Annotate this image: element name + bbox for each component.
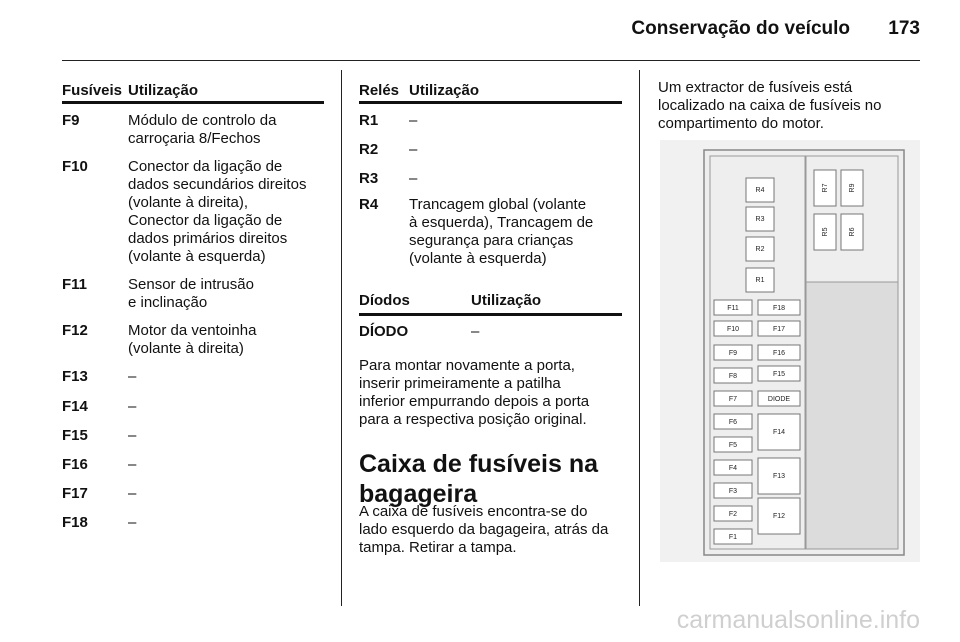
fuse-f4-label: F4	[728, 465, 738, 472]
fuse-box-svg	[660, 140, 920, 562]
diode-table-header	[359, 292, 541, 309]
diode-usage: –	[471, 323, 480, 340]
fuse-row-f15	[62, 427, 136, 445]
fuse-id: F15	[62, 427, 88, 444]
fuse-id: F9	[62, 112, 80, 129]
fuse-f10-label: F10	[726, 326, 740, 333]
fuse-id: F17	[62, 485, 88, 502]
extractor-paragraph: Um extractor de fusíveis está localizado na caixa de fusíveis no compartimento do motor.	[658, 79, 882, 132]
watermark: carmanualsonline.info	[676, 606, 920, 634]
fuse-usage: –	[128, 368, 137, 385]
fuse-usage: Módulo de controlo da carroçaria 8/Fechos	[128, 112, 277, 147]
diode-table-rule	[359, 313, 622, 316]
relay-table-col-value: Utilização	[409, 82, 480, 99]
relay-row-r3	[359, 170, 417, 188]
relay-usage: –	[409, 112, 418, 129]
relay-r1-label: R1	[755, 277, 765, 284]
fuse-f2-label: F2	[728, 511, 738, 518]
diode-slot-label: DIODE	[767, 396, 791, 403]
fuse-id: F12	[62, 322, 88, 339]
fuse-row-f13	[62, 368, 136, 386]
fuse-box-diagram	[660, 140, 920, 562]
fuse-f6-label: F6	[728, 419, 738, 426]
fuse-id: F18	[62, 514, 88, 531]
section-body: A caixa de fusíveis encontra-se do lado esquerdo da bagageira, atrás da tampa. Retirar a tampa.	[359, 503, 609, 556]
diode-table-col-value: Utilização	[471, 292, 542, 309]
fuse-f9-label: F9	[728, 350, 738, 357]
diode-table-col-key: Díodos	[359, 292, 410, 309]
relay-id: R4	[359, 196, 379, 213]
fuse-id: F13	[62, 368, 88, 385]
relay-r3-label: R3	[755, 216, 765, 223]
relay-row-r4	[359, 196, 593, 268]
relay-r6-label: R6	[849, 227, 856, 237]
fuse-table-col-key: Fusíveis	[62, 82, 123, 99]
relay-table-rule	[359, 101, 622, 104]
fuse-f3-label: F3	[728, 488, 738, 495]
fuse-row-f17	[62, 485, 136, 503]
fuse-box-blank-area	[806, 282, 898, 549]
fuse-f14-label: F14	[772, 429, 786, 436]
fuse-f17-label: F17	[772, 326, 786, 333]
relay-usage: –	[409, 141, 418, 158]
fuse-id: F14	[62, 398, 88, 415]
section-heading: Caixa de fusíveis na bagageira	[359, 450, 599, 508]
relay-r4-label: R4	[755, 187, 765, 194]
fuse-f7-label: F7	[728, 396, 738, 403]
fuse-id: F10	[62, 158, 88, 175]
fuse-f16-label: F16	[772, 350, 786, 357]
relay-usage: Trancagem global (volante à esquerda), Trancagem de segurança para crianças (volante à esquerda)	[409, 196, 594, 267]
relay-r7-label: R7	[822, 183, 829, 193]
page-header-title: Conservação do veículo	[631, 18, 850, 39]
fuse-usage: Sensor de intrusão e inclinação	[128, 276, 254, 311]
fuse-row-f9	[62, 112, 276, 148]
fuse-f18-label: F18	[772, 305, 786, 312]
fuse-table-rule	[62, 101, 324, 104]
diode-row	[359, 323, 479, 341]
diode-id: DÍODO	[359, 323, 409, 340]
fuse-f11-label: F11	[727, 305, 739, 312]
fuse-row-f16	[62, 456, 136, 474]
column-divider-left	[341, 70, 342, 606]
page-number: 173	[888, 18, 920, 39]
fuse-table-header	[62, 82, 198, 99]
relay-row-r2	[359, 141, 417, 159]
fuse-row-f12	[62, 322, 256, 358]
fuse-usage: –	[128, 456, 137, 473]
reassembly-paragraph: Para montar novamente a porta, inserir primeiramente a patilha inferior empurrando depois a porta para a respectiva posição original.	[359, 357, 590, 428]
relay-row-r1	[359, 112, 417, 130]
relay-r9-label: R9	[849, 183, 856, 193]
fuse-table-col-value: Utilização	[128, 82, 199, 99]
fuse-row-f11	[62, 276, 254, 312]
fuse-usage: –	[128, 485, 137, 502]
relay-r5-label: R5	[822, 227, 829, 237]
fuse-f13-label: F13	[772, 473, 786, 480]
fuse-f8-label: F8	[728, 373, 738, 380]
fuse-f12-label: F12	[772, 513, 786, 520]
relay-table-col-key: Relés	[359, 82, 400, 99]
fuse-row-f18	[62, 514, 136, 532]
fuse-row-f14	[62, 398, 136, 416]
relay-id: R3	[359, 170, 379, 187]
fuse-usage: –	[128, 427, 137, 444]
relay-id: R2	[359, 141, 379, 158]
relay-id: R1	[359, 112, 379, 129]
relay-r2-label: R2	[755, 246, 765, 253]
header-rule	[62, 60, 920, 61]
relay-usage: –	[409, 170, 418, 187]
fuse-row-f10	[62, 158, 306, 266]
fuse-usage: Motor da ventoinha (volante à direita)	[128, 322, 257, 357]
fuse-usage: –	[128, 514, 137, 531]
fuse-usage: –	[128, 398, 137, 415]
column-divider-right	[639, 70, 640, 606]
fuse-id: F11	[62, 276, 88, 293]
fuse-usage: Conector da ligação de dados secundários direitos (volante à direita), Conector da ligação de dados primários direitos (volante à esquerda)	[128, 158, 307, 265]
fuse-f15-label: F15	[772, 371, 786, 378]
fuse-f1-label: F1	[728, 534, 738, 541]
fuse-f5-label: F5	[728, 442, 738, 449]
relay-table-header	[359, 82, 479, 99]
fuse-id: F16	[62, 456, 88, 473]
